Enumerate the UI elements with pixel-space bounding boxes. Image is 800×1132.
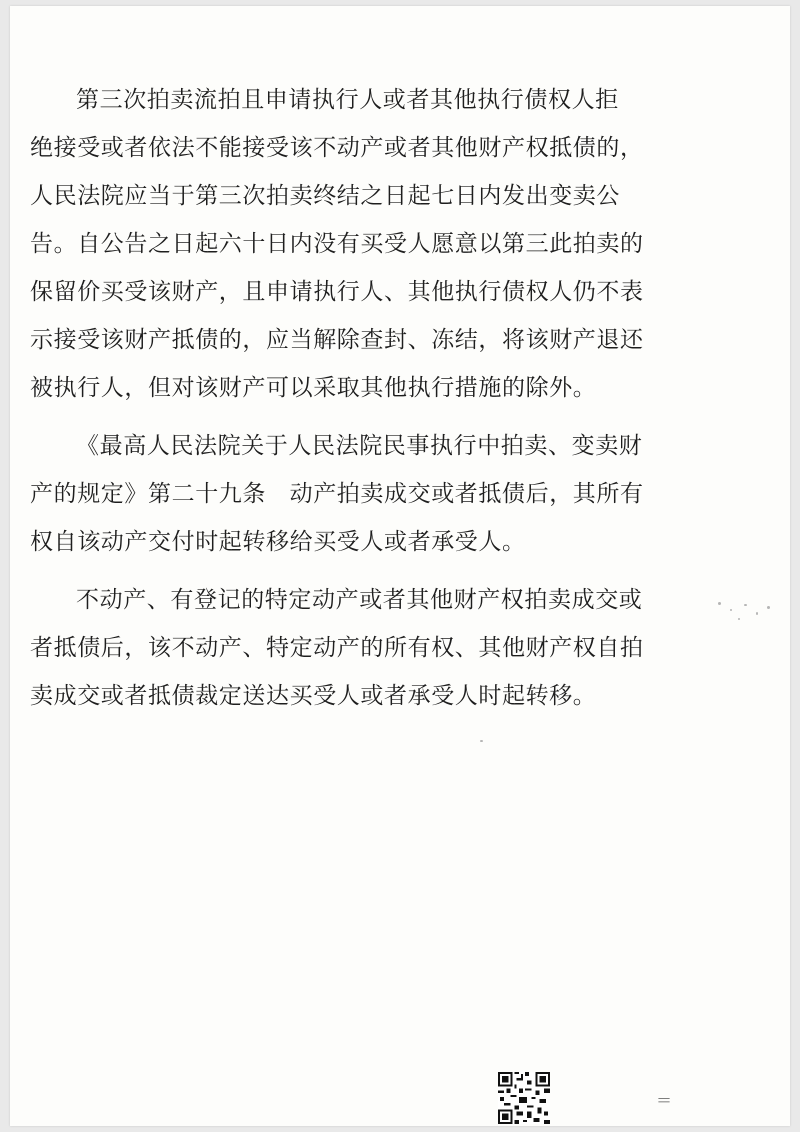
scan-speck (730, 609, 732, 611)
scan-speck (718, 602, 721, 605)
text-line: 示接受该财产抵债的，应当解除查封、冻结，将该财产退还 (30, 327, 644, 353)
text-line: 人民法院应当于第三次拍卖终结之日起七日内发出变卖公 (30, 183, 620, 209)
text-line: 告。自公告之日起六十日内没有买受人愿意以第三此拍卖的 (30, 231, 644, 257)
text-line: 被执行人，但对该财产可以采取其他执行措施的除外。 (30, 375, 597, 401)
text-line: 《最高人民法院关于人民法院民事执行中拍卖、变卖财 (76, 433, 643, 459)
text-line: 卖成交或者抵债裁定送达买受人或者承受人时起转移。 (30, 683, 597, 709)
qr-code-icon (498, 1072, 550, 1124)
scan-speck (756, 612, 758, 615)
text-line: 不动产、有登记的特定动产或者其他财产权拍卖成交或 (76, 587, 643, 613)
text-line: 绝接受或者依法不能接受该不动产或者其他财产权抵债的， (30, 135, 644, 161)
text-line: 保留价买受该财产，且申请执行人、其他执行债权人仍不表 (30, 279, 644, 305)
text-line: 第三次拍卖流拍且申请执行人或者其他执行债权人拒 (76, 87, 619, 113)
document-body (30, 76, 690, 730)
page-number: ＝ (656, 1091, 673, 1110)
scan-speck (480, 740, 483, 742)
scan-speck (744, 604, 747, 606)
paragraph-2 (30, 422, 690, 566)
scan-speck (738, 618, 740, 620)
paragraph-3 (30, 576, 690, 720)
text-line: 权自该动产交付时起转移给买受人或者承受人。 (30, 529, 526, 555)
paragraph-1 (30, 76, 690, 412)
scan-speck (767, 606, 770, 609)
text-line: 者抵债后，该不动产、特定动产的所有权、其他财产权自拍 (30, 635, 644, 661)
document-page (10, 6, 790, 1126)
text-line: 产的规定》第二十九条 动产拍卖成交或者抵债后，其所有 (30, 481, 644, 507)
